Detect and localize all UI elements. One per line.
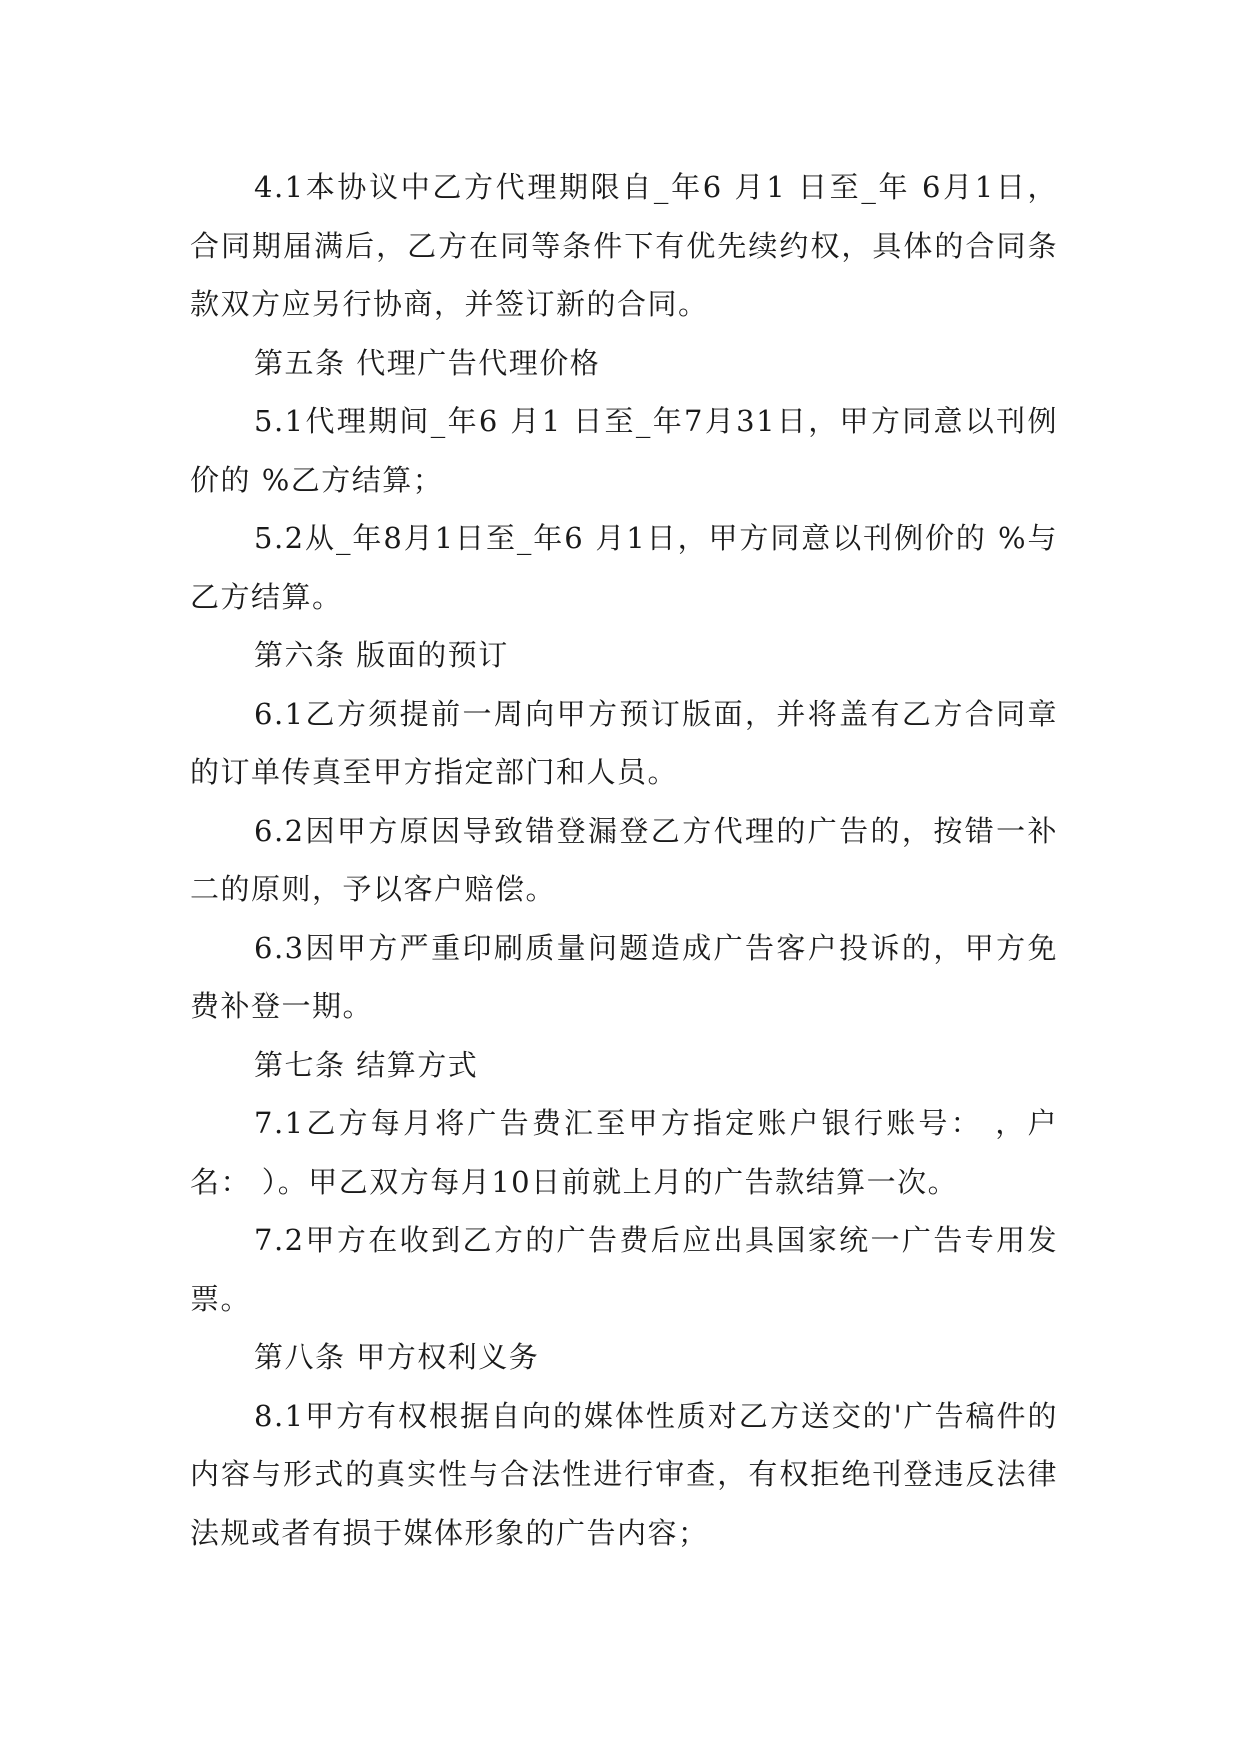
article-7-heading: 第七条 结算方式	[254, 1047, 479, 1082]
clause-7-1: 7.1乙方每月将广告费汇至甲方指定账户银行账号： ，户名： ）。甲乙双方每月10日前就上月的广告款结算一次。	[190, 1106, 1058, 1199]
clause-8-1: 8.1甲方有权根据自向的媒体性质对乙方送交的'广告稿件的内容与形式的真实性与合法性进行审查，有权拒绝刊登违反法律法规或者有损于媒体形象的广告内容；	[190, 1398, 1058, 1550]
article-6-heading: 第六条 版面的预订	[254, 638, 509, 672]
article-5-heading: 第五条 代理广告代理价格	[254, 345, 601, 380]
clause-5-2: 5.2从_年8月1日至_年6 月1日，甲方同意以刊例价的 %与乙方结算。	[190, 521, 1058, 614]
clause-6-3: 6.3因甲方严重印刷质量问题造成广告客户投诉的，甲方免费补登一期。	[190, 930, 1058, 1023]
clause-4-1: 4.1本协议中乙方代理期限自_年6 月1 日至_年 6月1日，合同期届满后，乙方在同等条件下有优先续约权，具体的合同条款双方应另行协商，并签订新的合同。	[190, 170, 1058, 321]
clause-6-2: 6.2因甲方原因导致错登漏登乙方代理的广告的，按错一补二的原则，予以客户赔偿。	[190, 813, 1058, 906]
clause-5-1: 5.1代理期间_年6 月1 日至_年7月31日，甲方同意以刊例价的 %乙方结算；	[190, 404, 1058, 497]
document-body	[190, 158, 1058, 1562]
article-8-heading: 第八条 甲方权利义务	[254, 1340, 540, 1374]
clause-6-1: 6.1乙方须提前一周向甲方预订版面，并将盖有乙方合同章的订单传真至甲方指定部门和人员。	[190, 696, 1058, 789]
clause-7-2: 7.2甲方在收到乙方的广告费后应出具国家统一广告专用发票。	[190, 1223, 1058, 1316]
